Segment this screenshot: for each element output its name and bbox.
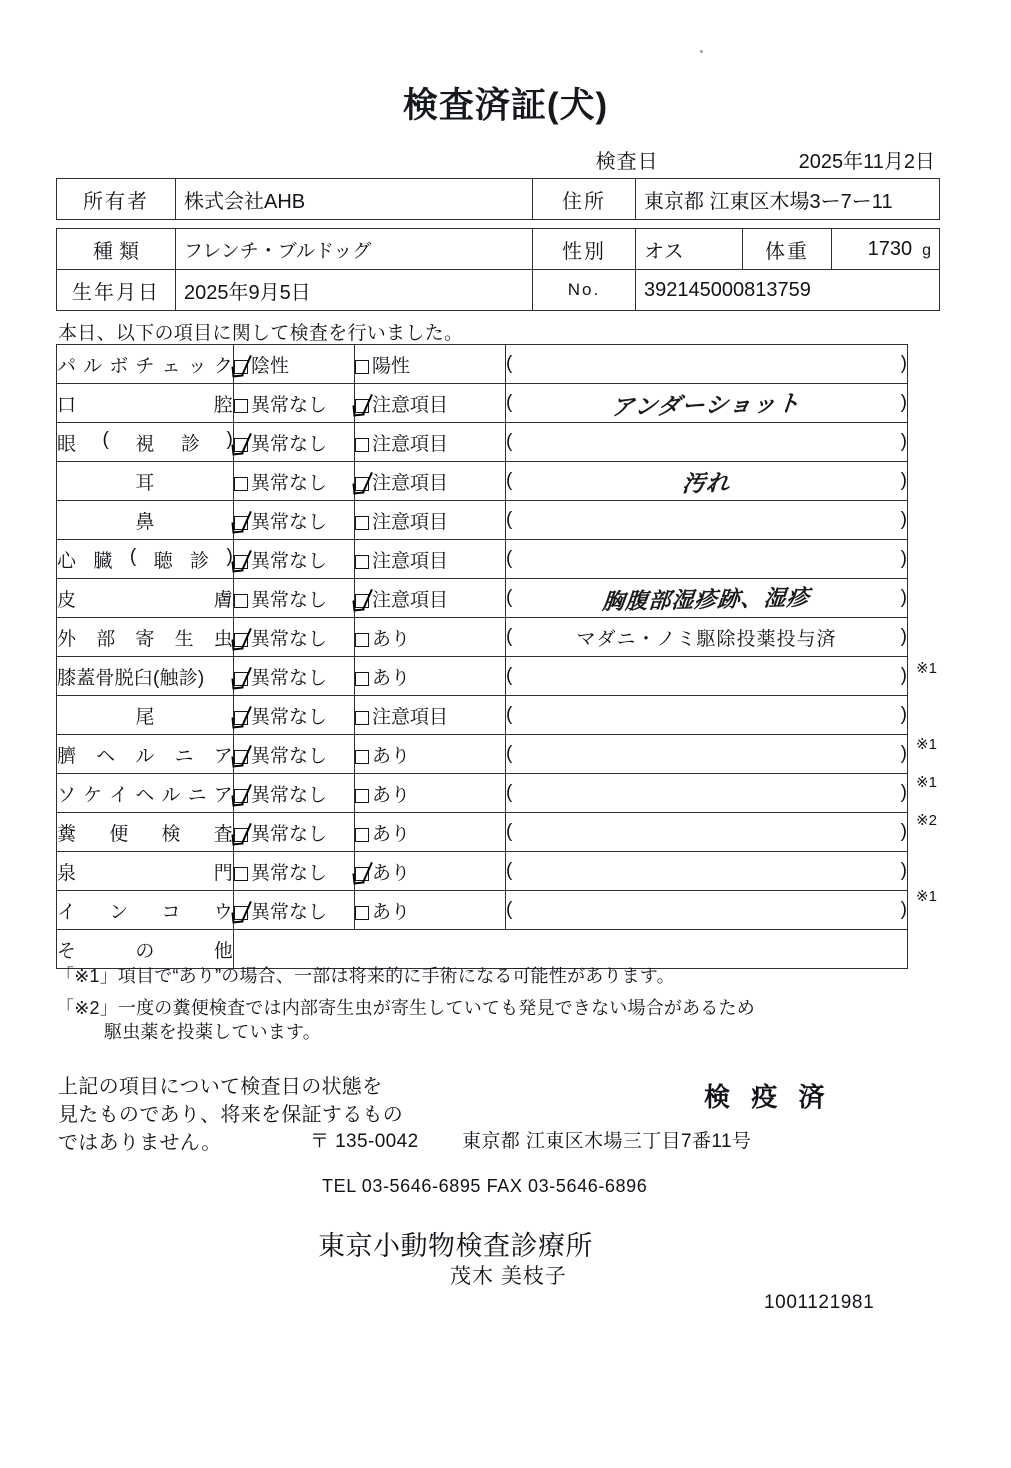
checklist-item-label: 臍 ヘ ル ニ ア bbox=[57, 735, 234, 774]
note-paren-close: ) bbox=[900, 470, 907, 491]
checkbox-checked-icon[interactable] bbox=[234, 633, 248, 647]
address-value: 東京都 江東区木場3ー7ー11 bbox=[636, 179, 940, 220]
breed-label: 種類 bbox=[57, 229, 176, 270]
footnote-mark: ※1 bbox=[916, 888, 937, 905]
weight-unit: g bbox=[922, 241, 931, 259]
checkbox-checked-icon[interactable] bbox=[234, 906, 248, 920]
note-paren-close: ) bbox=[900, 743, 907, 764]
footnote-mark: ※1 bbox=[916, 660, 937, 677]
checkbox-icon[interactable] bbox=[234, 867, 248, 881]
checklist-item-label: 尾 bbox=[57, 696, 234, 735]
note-paren-open: ( bbox=[506, 899, 513, 920]
note-paren-open: ( bbox=[506, 509, 513, 530]
note-paren-open: ( bbox=[506, 548, 513, 569]
checklist-row bbox=[57, 579, 908, 618]
checkbox-icon[interactable] bbox=[355, 633, 369, 647]
note-paren-close: ) bbox=[900, 431, 907, 452]
checkbox-checked-icon[interactable] bbox=[234, 672, 248, 686]
checkbox-checked-icon[interactable] bbox=[234, 360, 248, 374]
clinic-telfax: TEL 03-5646-6895 FAX 03-5646-6896 bbox=[322, 1176, 648, 1196]
disclaimer-line-3: ではありません。 bbox=[58, 1132, 222, 1154]
checkbox-label: あり bbox=[372, 862, 411, 884]
checkbox-label: 異常なし bbox=[251, 667, 328, 689]
scan-speck bbox=[700, 50, 703, 53]
checkbox-checked-icon[interactable] bbox=[355, 399, 369, 413]
checkbox-label: 異常なし bbox=[251, 472, 328, 494]
checklist-note-text: アンダーショット bbox=[610, 390, 803, 421]
note-paren-open: ( bbox=[506, 431, 513, 452]
checkbox-option-2[interactable] bbox=[355, 852, 506, 891]
weight-value: 1730 bbox=[867, 237, 913, 260]
note-paren-open: ( bbox=[506, 782, 513, 803]
note-paren-open: ( bbox=[506, 392, 513, 413]
checkbox-label: 異常なし bbox=[251, 433, 328, 455]
clinic-postal: 〒 135-0042 bbox=[310, 1131, 419, 1152]
note-paren-close: ) bbox=[900, 665, 907, 686]
checkbox-checked-icon[interactable] bbox=[234, 750, 248, 764]
note-paren-close: ) bbox=[900, 899, 907, 920]
checklist-note-cell[interactable] bbox=[506, 696, 908, 735]
checkbox-label: 異常なし bbox=[251, 589, 328, 611]
disclaimer-line-2: 見たものであり、将来を保証するもの bbox=[58, 1104, 404, 1126]
disclaimer-line-1: 上記の項目について検査日の状態を bbox=[58, 1076, 383, 1098]
checklist-note-cell[interactable] bbox=[506, 813, 908, 852]
exam-date-label: 検査日 bbox=[595, 151, 659, 173]
checkbox-option-2[interactable] bbox=[355, 384, 506, 423]
checkbox-label: あり bbox=[372, 901, 411, 923]
checkbox-option-2[interactable] bbox=[355, 813, 506, 852]
checkbox-icon[interactable] bbox=[355, 906, 369, 920]
clinic-name: 東京小動物検査診療所 bbox=[318, 1231, 593, 1261]
checkbox-option-2[interactable] bbox=[355, 618, 506, 657]
checkbox-label: 注意項目 bbox=[372, 433, 449, 455]
checkbox-label: 注意項目 bbox=[372, 550, 449, 572]
exam-date-row bbox=[56, 148, 935, 174]
checkbox-option-1[interactable] bbox=[234, 774, 355, 813]
checkbox-label: 注意項目 bbox=[372, 472, 449, 494]
checkbox-icon[interactable] bbox=[234, 399, 248, 413]
table-row bbox=[57, 270, 940, 311]
checkbox-option-2[interactable] bbox=[355, 540, 506, 579]
checklist-note-cell[interactable] bbox=[506, 462, 908, 501]
note-paren-open: ( bbox=[506, 704, 513, 725]
checklist-note-cell[interactable] bbox=[506, 657, 908, 696]
birth-value: 2025年9月5日 bbox=[176, 270, 533, 311]
checklist-row bbox=[57, 813, 908, 852]
note-paren-open: ( bbox=[506, 626, 513, 647]
page-title: 検査済証(犬) bbox=[402, 86, 609, 125]
checkbox-label: あり bbox=[372, 628, 411, 650]
checkbox-option-1[interactable] bbox=[234, 540, 355, 579]
note-paren-open: ( bbox=[506, 587, 513, 608]
checklist-note-cell[interactable] bbox=[506, 774, 908, 813]
table-row bbox=[57, 179, 940, 220]
checklist-note-cell[interactable] bbox=[506, 345, 908, 384]
checkbox-option-1[interactable] bbox=[234, 345, 355, 384]
weight-label: 体重 bbox=[743, 229, 832, 270]
checklist-row bbox=[57, 540, 908, 579]
checklist-note-cell[interactable] bbox=[506, 735, 908, 774]
checklist-note-text: 汚れ bbox=[681, 469, 732, 497]
checklist-row bbox=[57, 462, 908, 501]
footnote-2-cont: 駆虫薬を投薬しています。 bbox=[104, 1022, 321, 1042]
quarantine-stamp: 検 疫 済 bbox=[704, 1082, 832, 1112]
note-paren-close: ) bbox=[900, 548, 907, 569]
note-paren-close: ) bbox=[900, 821, 907, 842]
checklist-item-label: ソ ケ イ ヘ ル ニ ア bbox=[57, 774, 234, 813]
checkbox-label: 異常なし bbox=[251, 628, 328, 650]
note-paren-open: ( bbox=[506, 743, 513, 764]
checkbox-checked-icon[interactable] bbox=[355, 867, 369, 881]
checklist-note-text: マダニ・ノミ駆除投薬投与済 bbox=[576, 628, 837, 650]
checkbox-label: 異常なし bbox=[251, 394, 328, 416]
footnote-1: 「※1」項目で“あり”の場合、一部は将来的に手術になる可能性があります。 bbox=[56, 966, 675, 986]
checkbox-option-1[interactable] bbox=[234, 579, 355, 618]
footnote-2: 「※2」一度の糞便検査では内部寄生虫が寄生していても発見できない場合があるため bbox=[56, 998, 755, 1018]
checkbox-label: 陰性 bbox=[251, 355, 290, 377]
sex-label: 性別 bbox=[533, 229, 636, 270]
checkbox-icon[interactable] bbox=[234, 477, 248, 491]
checkbox-option-1[interactable] bbox=[234, 384, 355, 423]
checklist-note-cell[interactable] bbox=[506, 618, 908, 657]
note-paren-open: ( bbox=[506, 860, 513, 881]
checklist-item-label: 眼 ( 視 診 ) bbox=[57, 423, 234, 462]
note-paren-open: ( bbox=[506, 470, 513, 491]
checkbox-checked-icon[interactable] bbox=[234, 516, 248, 530]
owner-table bbox=[56, 178, 940, 220]
checklist-row bbox=[57, 618, 908, 657]
checkbox-label: 異常なし bbox=[251, 784, 328, 806]
checkbox-option-2[interactable] bbox=[355, 345, 506, 384]
checkbox-label: あり bbox=[372, 745, 411, 767]
checkbox-option-1[interactable] bbox=[234, 618, 355, 657]
checkbox-label: 異常なし bbox=[251, 550, 328, 572]
checkbox-option-1[interactable] bbox=[234, 891, 355, 930]
weight-cell bbox=[832, 229, 940, 270]
checkbox-icon[interactable] bbox=[355, 360, 369, 374]
checklist-row bbox=[57, 891, 908, 930]
footnote-mark: ※1 bbox=[916, 736, 937, 753]
checkbox-label: あり bbox=[372, 823, 411, 845]
checkbox-icon[interactable] bbox=[355, 438, 369, 452]
clinic-address bbox=[310, 1126, 751, 1153]
no-value: 392145000813759 bbox=[636, 270, 940, 311]
checkbox-icon[interactable] bbox=[355, 789, 369, 803]
checkbox-label: 注意項目 bbox=[372, 511, 449, 533]
checkbox-label: 注意項目 bbox=[372, 589, 449, 611]
note-paren-open: ( bbox=[506, 353, 513, 374]
no-label: No. bbox=[533, 270, 636, 311]
animal-table bbox=[56, 228, 940, 311]
checkbox-checked-icon[interactable] bbox=[234, 828, 248, 842]
note-paren-close: ) bbox=[900, 860, 907, 881]
checkbox-icon[interactable] bbox=[234, 594, 248, 608]
checklist-note-cell[interactable] bbox=[506, 384, 908, 423]
checklist-item-label: 外 部 寄 生 虫 bbox=[57, 618, 234, 657]
note-paren-close: ) bbox=[900, 392, 907, 413]
checklist-item-label: 口 腔 bbox=[57, 384, 234, 423]
checkbox-label: あり bbox=[372, 667, 411, 689]
checklist-note-cell[interactable] bbox=[506, 423, 908, 462]
checkbox-icon[interactable] bbox=[355, 555, 369, 569]
checkbox-option-2[interactable] bbox=[355, 579, 506, 618]
intro-text: 本日、以下の項目に関して検査を行いました。 bbox=[58, 323, 464, 344]
document-serial-number: 1001121981 bbox=[764, 1292, 875, 1313]
checkbox-option-2[interactable] bbox=[355, 735, 506, 774]
checklist-row bbox=[57, 852, 908, 891]
checklist-row bbox=[57, 774, 908, 813]
checkbox-option-1[interactable] bbox=[234, 501, 355, 540]
checkbox-option-2[interactable] bbox=[355, 657, 506, 696]
checkbox-label: 異常なし bbox=[251, 511, 328, 533]
checklist-row bbox=[57, 345, 908, 384]
checklist-item-label: そ の 他 bbox=[57, 930, 234, 969]
owner-value: 株式会社AHB bbox=[176, 179, 533, 220]
inspection-checklist bbox=[56, 344, 908, 969]
veterinarian-name: 茂木 美枝子 bbox=[450, 1265, 567, 1288]
checkbox-label: あり bbox=[372, 784, 411, 806]
address-label: 住所 bbox=[533, 179, 636, 220]
checkbox-checked-icon[interactable] bbox=[234, 555, 248, 569]
checkbox-label: 注意項目 bbox=[372, 394, 449, 416]
checklist-item-label: 耳 bbox=[57, 462, 234, 501]
checkbox-label: 異常なし bbox=[251, 706, 328, 728]
note-paren-close: ) bbox=[900, 782, 907, 803]
owner-label: 所有者 bbox=[57, 179, 176, 220]
checklist-note-text: 胸腹部湿疹跡、湿疹 bbox=[601, 585, 812, 615]
note-paren-open: ( bbox=[506, 821, 513, 842]
checkbox-option-2[interactable] bbox=[355, 891, 506, 930]
checkbox-option-1[interactable] bbox=[234, 735, 355, 774]
checklist-note-cell[interactable] bbox=[506, 852, 908, 891]
note-paren-close: ) bbox=[900, 587, 907, 608]
checkbox-option-2[interactable] bbox=[355, 774, 506, 813]
checklist-row bbox=[57, 501, 908, 540]
checkbox-option-1[interactable] bbox=[234, 852, 355, 891]
breed-value: フレンチ・ブルドッグ bbox=[176, 229, 533, 270]
birth-label: 生年月日 bbox=[57, 270, 176, 311]
checklist-row bbox=[57, 423, 908, 462]
checkbox-option-1[interactable] bbox=[234, 423, 355, 462]
note-paren-close: ) bbox=[900, 626, 907, 647]
table-row bbox=[57, 229, 940, 270]
checkbox-checked-icon[interactable] bbox=[234, 438, 248, 452]
checkbox-checked-icon[interactable] bbox=[234, 711, 248, 725]
checklist-row bbox=[57, 384, 908, 423]
checkbox-option-1[interactable] bbox=[234, 462, 355, 501]
checkbox-option-2[interactable] bbox=[355, 423, 506, 462]
checklist-item-label: 泉 門 bbox=[57, 852, 234, 891]
checkbox-icon[interactable] bbox=[355, 711, 369, 725]
checklist-item-label: 糞 便 検 査 bbox=[57, 813, 234, 852]
checklist-item-label: 膝蓋骨脱臼(触診) bbox=[57, 657, 234, 696]
checkbox-label: 異常なし bbox=[251, 862, 328, 884]
sex-value: オス bbox=[636, 229, 743, 270]
checklist-item-label: 皮 膚 bbox=[57, 579, 234, 618]
checkbox-label: 異常なし bbox=[251, 901, 328, 923]
checkbox-icon[interactable] bbox=[355, 750, 369, 764]
checkbox-option-2[interactable] bbox=[355, 501, 506, 540]
checklist-row bbox=[57, 696, 908, 735]
checklist-item-label: 鼻 bbox=[57, 501, 234, 540]
checkbox-icon[interactable] bbox=[355, 672, 369, 686]
exam-date-value: 2025年11月2日 bbox=[798, 151, 935, 173]
checkbox-label: 異常なし bbox=[251, 823, 328, 845]
checkbox-label: 注意項目 bbox=[372, 706, 449, 728]
checklist-row bbox=[57, 735, 908, 774]
checkbox-checked-icon[interactable] bbox=[234, 789, 248, 803]
checkbox-icon[interactable] bbox=[355, 828, 369, 842]
checkbox-icon[interactable] bbox=[355, 516, 369, 530]
checkbox-option-1[interactable] bbox=[234, 657, 355, 696]
checklist-note-cell[interactable] bbox=[506, 540, 908, 579]
checkbox-option-2[interactable] bbox=[355, 462, 506, 501]
checklist-note-cell[interactable] bbox=[506, 891, 908, 930]
checkbox-label: 陽性 bbox=[372, 355, 411, 377]
checkbox-option-1[interactable] bbox=[234, 813, 355, 852]
note-paren-close: ) bbox=[900, 509, 907, 530]
checklist-item-label: イ ン コ ウ bbox=[57, 891, 234, 930]
checklist-item-label: 心 臓 ( 聴 診 ) bbox=[57, 540, 234, 579]
checklist-row bbox=[57, 657, 908, 696]
checkbox-option-2[interactable] bbox=[355, 696, 506, 735]
clinic-address-text: 東京都 江東区木場三丁目7番11号 bbox=[461, 1131, 752, 1152]
footnote-mark: ※1 bbox=[916, 774, 937, 791]
checkbox-option-1[interactable] bbox=[234, 696, 355, 735]
checkbox-checked-icon[interactable] bbox=[355, 477, 369, 491]
checklist-note-cell[interactable] bbox=[506, 501, 908, 540]
note-paren-close: ) bbox=[900, 704, 907, 725]
checkbox-label: 異常なし bbox=[251, 745, 328, 767]
checklist-note-cell[interactable] bbox=[506, 579, 908, 618]
checklist-item-label: パ ル ボ チ ェ ッ ク bbox=[57, 345, 234, 384]
footnote-mark: ※2 bbox=[916, 812, 937, 829]
checkbox-checked-icon[interactable] bbox=[355, 594, 369, 608]
note-paren-close: ) bbox=[900, 353, 907, 374]
note-paren-open: ( bbox=[506, 665, 513, 686]
